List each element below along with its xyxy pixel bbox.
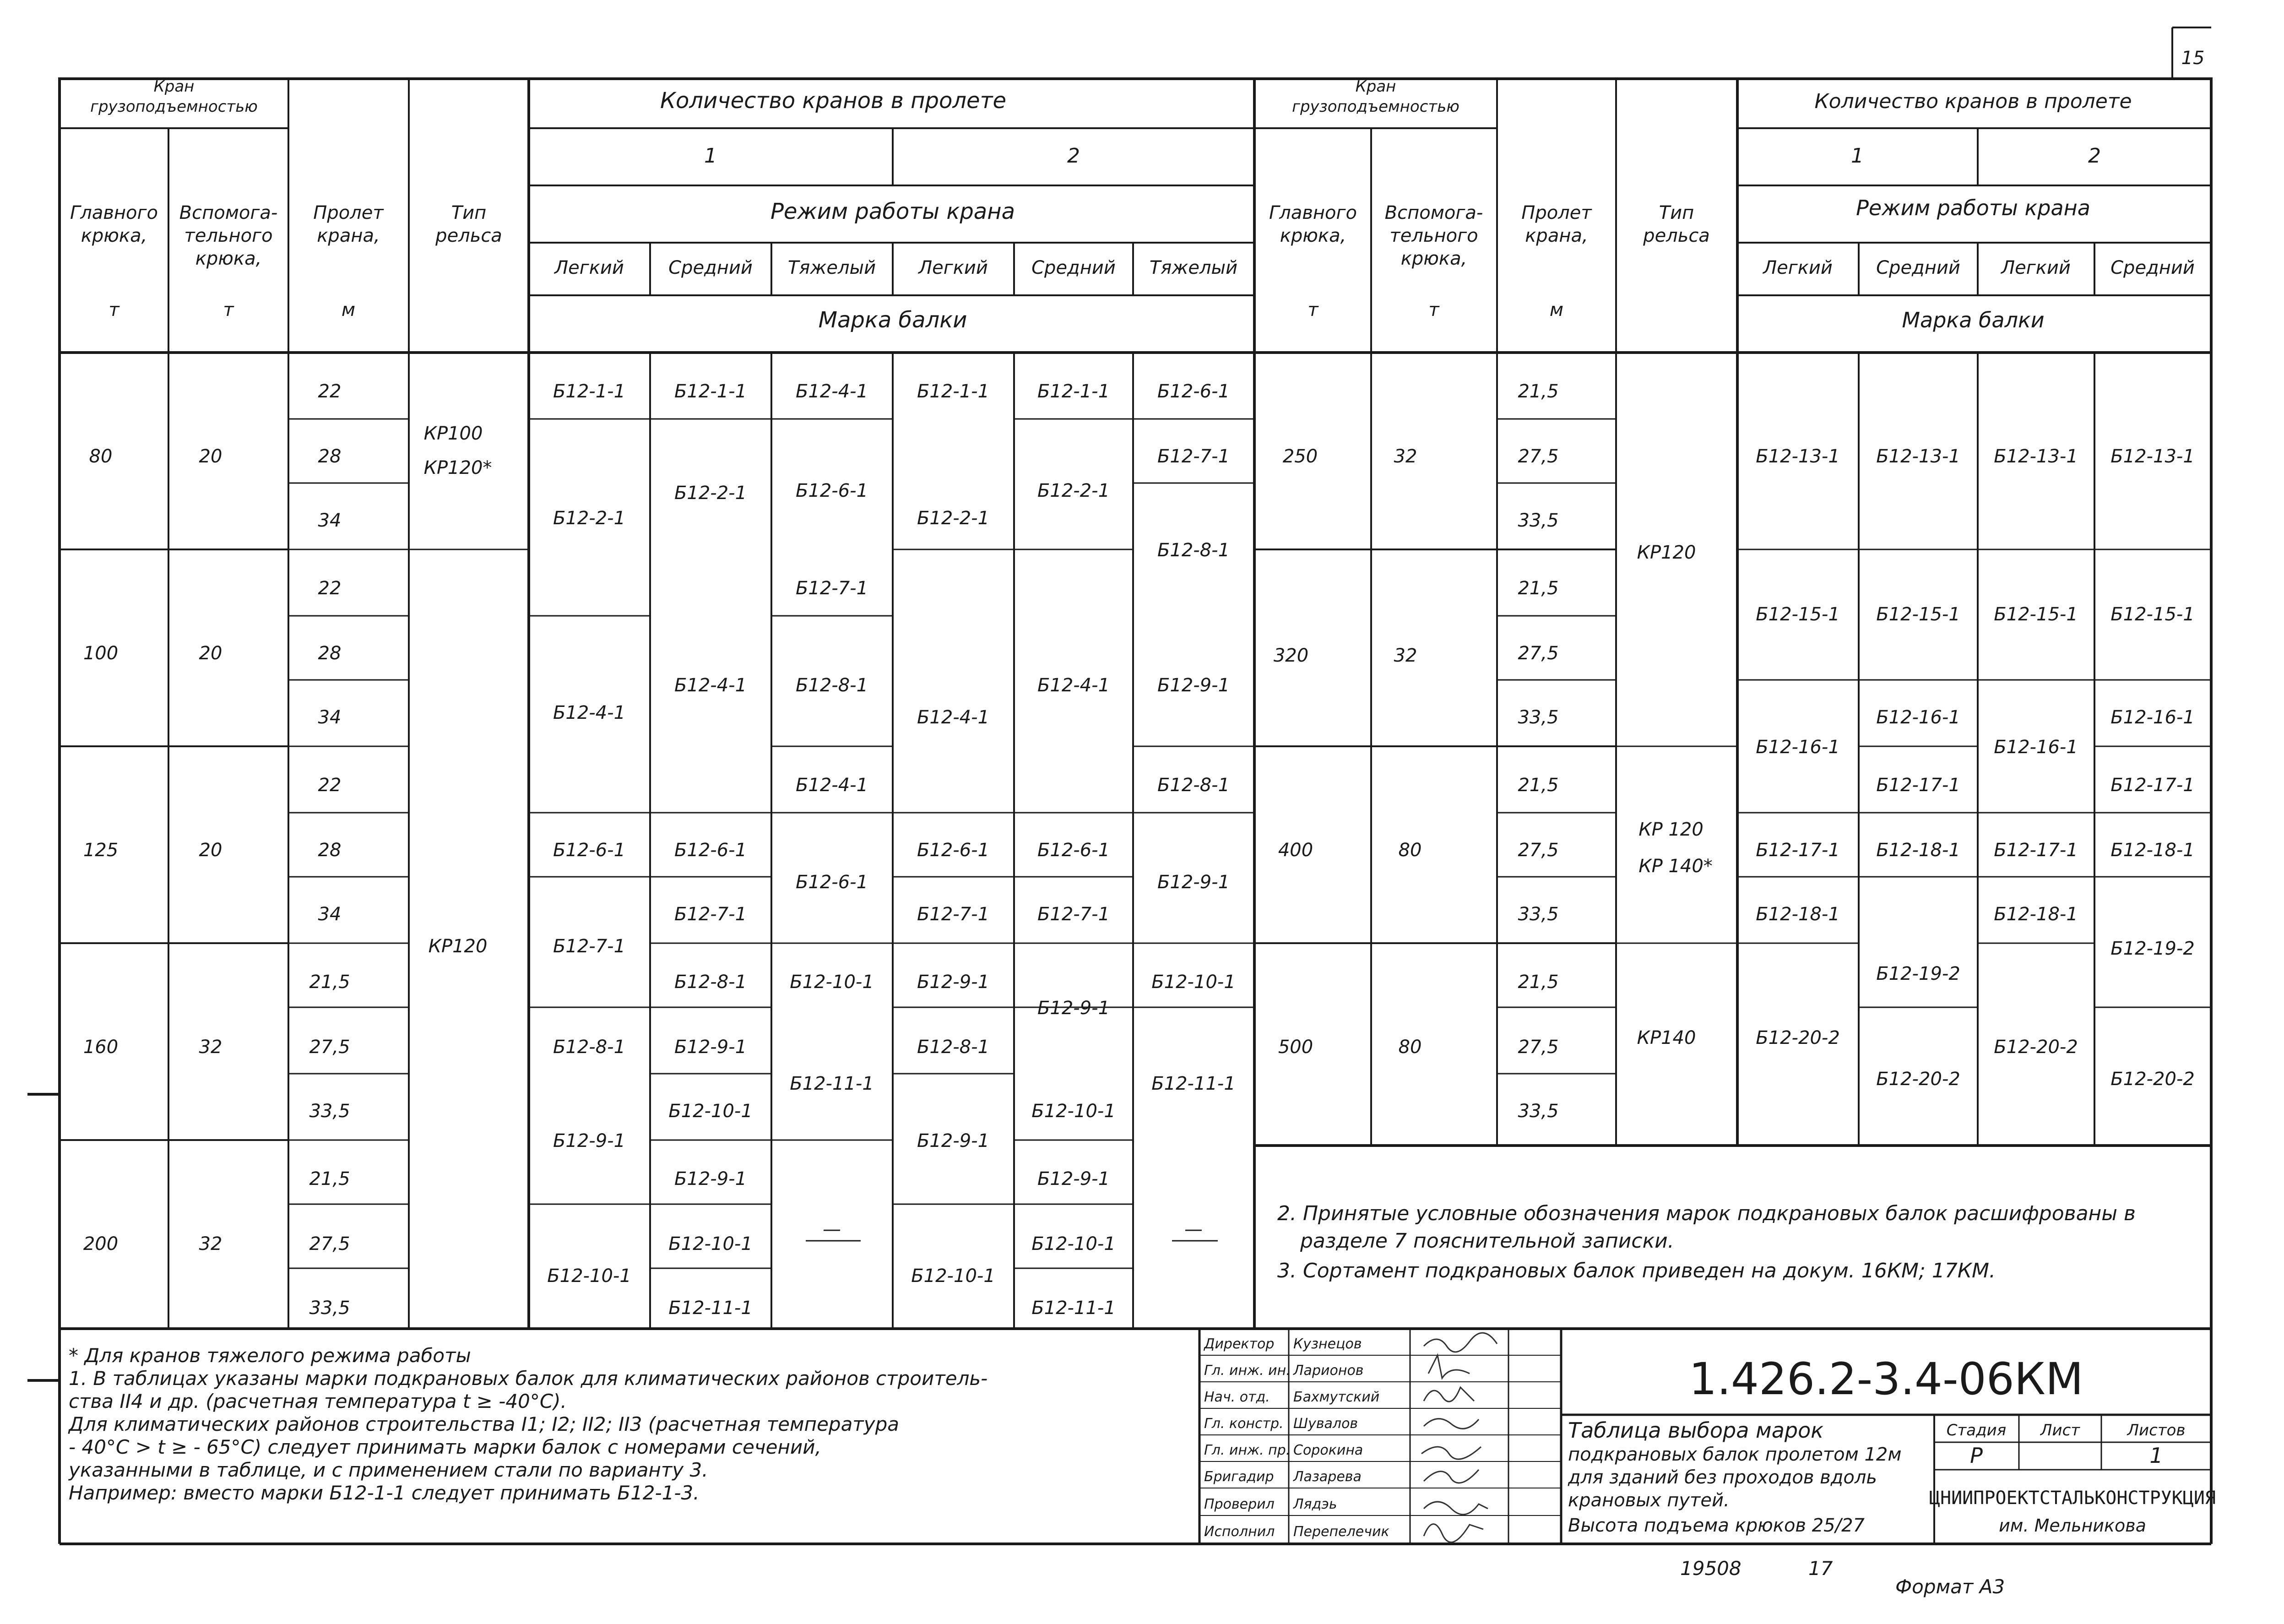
sig-role: Гл. констр. — [1204, 1416, 1284, 1432]
rt-g3-aux: 80 — [1398, 1037, 1422, 1058]
footnote-1-line2: ства II4 и др. (расчетная температура t ≥ -40°С). — [69, 1390, 567, 1412]
rt-span: 33,5 — [1518, 510, 1559, 531]
rt-cell: Б12-18-1 — [1994, 904, 2078, 925]
doc-title-line5: Высота подъема крюков 25/27 — [1568, 1515, 1865, 1536]
lt-cell: Б12-8-1 — [674, 972, 747, 993]
lt-span: 21,5 — [309, 972, 350, 993]
rt-hdr-aux-3: крюка, — [1400, 248, 1467, 269]
lt-mode-6: Тяжелый — [1149, 257, 1238, 278]
lt-cell: Б12-9-1 — [553, 1130, 626, 1151]
rt-cell: Б12-17-1 — [1756, 840, 1840, 861]
lt-cell: Б12-6-1 — [1157, 381, 1230, 402]
lt-cell: Б12-4-1 — [917, 707, 990, 728]
sig-name: Бахмутский — [1293, 1389, 1380, 1405]
lt-cell: Б12-2-1 — [917, 508, 990, 529]
lt-span: 28 — [318, 643, 342, 664]
rt-hdr-aux-2: тельного — [1389, 225, 1478, 246]
bottom-marks — [1680, 1557, 2005, 1598]
lt-cell: Б12-10-1 — [1151, 972, 1236, 993]
rt-cell: Б12-16-1 — [1876, 707, 1960, 728]
rt-g3-main: 500 — [1278, 1037, 1313, 1058]
rt-cell: Б12-17-1 — [1994, 840, 2078, 861]
rt-cell: Б12-13-1 — [1994, 446, 2078, 467]
format-label: Формат А3 — [1895, 1575, 2005, 1598]
rt-cell: Б12-20-2 — [1876, 1069, 1960, 1090]
lt-cell: — — [1184, 1219, 1203, 1240]
rt-span: 21,5 — [1518, 578, 1559, 599]
sig-name: Перепелечик — [1293, 1524, 1389, 1540]
left-table-body — [83, 381, 1236, 1319]
lt-cell: Б12-7-1 — [553, 936, 626, 957]
lt-hdr-main-2: крюка, — [81, 225, 147, 246]
note-2-line1: 2. Принятые условные обозначения марок подкрановых балок расшифрованы в — [1277, 1202, 2136, 1225]
lt-cell: Б12-9-1 — [674, 1037, 747, 1058]
lt-cell: Б12-10-1 — [1031, 1101, 1116, 1122]
bottom-num-1: 19508 — [1680, 1557, 1741, 1580]
lt-cell: Б12-2-1 — [674, 483, 747, 504]
rt-cell: Б12-20-2 — [2110, 1069, 2195, 1090]
lt-g3-main: 160 — [83, 1037, 119, 1058]
lt-cell: Б12-9-1 — [1157, 675, 1230, 696]
lt-span: 21,5 — [309, 1168, 350, 1189]
lt-cell: Б12-8-1 — [1157, 540, 1230, 561]
lt-cell: Б12-9-1 — [1157, 872, 1230, 893]
lt-g0-main: 80 — [89, 446, 113, 467]
lt-cell: Б12-11-1 — [668, 1298, 753, 1319]
lt-hdr-span-3: м — [341, 299, 356, 320]
rt-g1-main: 320 — [1273, 645, 1309, 666]
lt-g1-main: 100 — [83, 643, 119, 664]
lt-rail-c: КР120 — [428, 936, 488, 957]
right-table-header — [1269, 77, 2195, 332]
lt-cell: Б12-11-1 — [1031, 1298, 1116, 1319]
rt-hdr-rail-1: Тип — [1659, 202, 1694, 223]
org-name: ЦНИИПРОЕКТСТАЛЬКОНСТРУКЦИЯ — [1929, 1488, 2216, 1509]
rt-hdr-aux-1: Вспомога- — [1384, 202, 1483, 223]
lt-hdr-rail-2: рельса — [435, 225, 502, 246]
rt-mode-3: Легкий — [2001, 257, 2071, 278]
lt-cell: Б12-9-1 — [917, 1130, 990, 1151]
rt-rail-d: КР140 — [1637, 1027, 1696, 1048]
lt-span: 22 — [318, 381, 342, 402]
lt-span: 27,5 — [309, 1233, 350, 1255]
rt-hdr-crane: Кран — [1355, 77, 1396, 96]
lt-mode-2: Средний — [668, 257, 753, 278]
lt-cell: Б12-1-1 — [553, 381, 626, 402]
lt-cell: Б12-9-1 — [1037, 1168, 1110, 1189]
rt-g1-aux: 32 — [1394, 645, 1417, 666]
rt-hdr-main-3: т — [1307, 299, 1318, 320]
rt-hdr-main-1: Главного — [1269, 202, 1357, 223]
rt-cell: Б12-16-1 — [1994, 737, 2078, 758]
rt-rail-a: КР120 — [1637, 542, 1696, 563]
sheets-label: Листов — [2127, 1421, 2186, 1439]
rt-hdr-rail-2: рельса — [1643, 225, 1710, 246]
lt-rail-b: КР120* — [423, 457, 492, 478]
lt-cell: Б12-4-1 — [1037, 675, 1110, 696]
lt-hdr-capacity: грузоподъемностью — [90, 98, 258, 116]
lt-g4-aux: 32 — [199, 1233, 222, 1255]
lt-cell: Б12-1-1 — [917, 381, 990, 402]
lt-cell: Б12-10-1 — [547, 1266, 631, 1287]
lt-rail-a: КР100 — [423, 423, 483, 444]
rt-count-2: 2 — [2088, 144, 2101, 168]
lt-count-1: 1 — [704, 144, 717, 168]
lt-cell: — — [823, 1219, 841, 1240]
lt-span: 34 — [318, 904, 342, 925]
bottom-num-2: 17 — [1808, 1557, 1833, 1580]
doc-title-line1: Таблица выбора марок — [1568, 1418, 1824, 1443]
note-3: 3. Сортамент подкрановых балок приведен на докум. 16КМ; 17КМ. — [1277, 1259, 1996, 1282]
sig-name: Сорокина — [1293, 1442, 1363, 1458]
lt-cell: Б12-6-1 — [795, 480, 868, 501]
sig-name: Лазарева — [1293, 1469, 1362, 1485]
lt-mode-4: Легкий — [918, 257, 988, 278]
lt-cell: Б12-7-1 — [917, 904, 990, 925]
rt-g2-main: 400 — [1278, 840, 1313, 861]
rt-mode-1: Легкий — [1763, 257, 1833, 278]
footnote-1-line3: Для климатических районов строительства I1; I2; II2; II3 (расчетная температура — [69, 1413, 900, 1435]
rt-span: 33,5 — [1518, 904, 1559, 925]
rt-cell: Б12-19-2 — [2110, 938, 2195, 959]
rt-cell: Б12-16-1 — [1756, 737, 1840, 758]
doc-title — [1568, 1418, 1902, 1536]
lt-g4-main: 200 — [83, 1233, 119, 1255]
sig-name: Кузнецов — [1293, 1336, 1362, 1352]
sig-name: Ларионов — [1293, 1363, 1364, 1379]
rt-cell: Б12-16-1 — [2110, 707, 2195, 728]
lt-hdr-aux-1: Вспомога- — [179, 202, 278, 223]
signature-scribbles — [1421, 1333, 1497, 1542]
rt-span: 27,5 — [1518, 446, 1559, 467]
lt-hdr-rail-1: Тип — [451, 202, 487, 223]
lt-hdr-main-3: т — [109, 299, 119, 320]
lt-cell: Б12-4-1 — [674, 675, 747, 696]
lt-span: 28 — [318, 840, 342, 861]
rt-hdr-span-2: крана, — [1525, 225, 1588, 246]
rt-g2-aux: 80 — [1398, 840, 1422, 861]
sheet-label: Лист — [2040, 1421, 2080, 1439]
lt-span: 22 — [318, 578, 342, 599]
lt-cell: Б12-11-1 — [1151, 1073, 1236, 1094]
rt-span: 27,5 — [1518, 840, 1559, 861]
lt-hdr-crane: Кран — [153, 77, 195, 96]
lt-span: 28 — [318, 446, 342, 467]
sig-role: Бригадир — [1204, 1469, 1274, 1485]
rt-cell: Б12-15-1 — [1994, 604, 2078, 625]
footnote-1-line1: 1. В таблицах указаны марки подкрановых балок для климатических районов строитель- — [69, 1367, 988, 1390]
lt-cell: Б12-6-1 — [1037, 840, 1110, 861]
rt-cell: Б12-17-1 — [2110, 775, 2195, 796]
lt-cell: Б12-1-1 — [674, 381, 747, 402]
doc-title-line4: крановых путей. — [1568, 1490, 1730, 1511]
lt-cell: Б12-4-1 — [553, 702, 626, 723]
lt-cell: Б12-6-1 — [674, 840, 747, 861]
lt-span: 34 — [318, 510, 342, 531]
rt-hdr-mark: Марка балки — [1902, 308, 2045, 332]
lt-cell: Б12-2-1 — [553, 508, 626, 529]
footnote-1-line6: Например: вместо марки Б12-1-1 следует принимать Б12-1-3. — [69, 1482, 700, 1504]
rt-cell: Б12-13-1 — [1756, 446, 1840, 467]
rt-cell: Б12-18-1 — [2110, 840, 2195, 861]
lt-hdr-mode: Режим работы крана — [770, 199, 1015, 224]
lt-cell: Б12-9-1 — [1037, 998, 1110, 1019]
lt-hdr-main-1: Главного — [70, 202, 158, 223]
doc-code: 1.426.2-3.4-06КМ — [1689, 1353, 2083, 1405]
rt-g0-aux: 32 — [1394, 446, 1417, 467]
rt-cell: Б12-13-1 — [1876, 446, 1960, 467]
rt-cell: Б12-13-1 — [2110, 446, 2195, 467]
stage-value: Р — [1970, 1443, 1983, 1468]
rt-hdr-capacity: грузоподъемностью — [1292, 98, 1459, 116]
rt-span: 21,5 — [1518, 381, 1559, 402]
lt-cell: Б12-11-1 — [790, 1073, 874, 1094]
lt-hdr-span-1: Пролет — [313, 202, 384, 223]
lt-cell: Б12-9-1 — [917, 972, 990, 993]
lt-cell: Б12-6-1 — [795, 872, 868, 893]
lt-cell: Б12-7-1 — [674, 904, 747, 925]
lt-hdr-mark: Марка балки — [818, 307, 967, 333]
lt-cell: Б12-8-1 — [917, 1037, 990, 1058]
sig-role: Директор — [1204, 1336, 1275, 1352]
lt-mode-1: Легкий — [554, 257, 624, 278]
lt-hdr-span-2: крана, — [317, 225, 380, 246]
footnote-1-line5: указанными в таблице, и с применением стали по варианту 3. — [69, 1459, 708, 1481]
rt-hdr-count: Количество кранов в пролете — [1814, 90, 2132, 113]
lt-cell: Б12-4-1 — [795, 775, 868, 796]
rt-rail-c: КР 140* — [1638, 856, 1713, 877]
lt-cell: Б12-2-1 — [1037, 480, 1110, 501]
lt-span: 22 — [318, 775, 342, 796]
doc-title-line3: для зданий без проходов вдоль — [1568, 1467, 1877, 1488]
title-block — [1568, 1353, 2216, 1536]
lt-cell: Б12-6-1 — [917, 840, 990, 861]
lt-cell: Б12-7-1 — [1037, 904, 1110, 925]
rt-hdr-mode: Режим работы крана — [1856, 196, 2090, 220]
sig-role: Проверил — [1204, 1496, 1275, 1512]
rt-hdr-main-2: крюка, — [1280, 225, 1346, 246]
sig-role: Гл. инж. ин. — [1204, 1363, 1291, 1379]
lt-mode-5: Средний — [1031, 257, 1116, 278]
lt-span: 33,5 — [309, 1298, 350, 1319]
sig-role: Гл. инж. пр. — [1204, 1442, 1291, 1458]
rt-cell: Б12-15-1 — [1756, 604, 1840, 625]
lt-span: 33,5 — [309, 1101, 350, 1122]
rt-span: 27,5 — [1518, 1037, 1559, 1058]
lt-cell: Б12-6-1 — [553, 840, 626, 861]
lt-hdr-aux-3: крюка, — [195, 248, 262, 269]
lt-cell: Б12-7-1 — [1157, 446, 1230, 467]
lt-g0-aux: 20 — [199, 446, 222, 467]
lt-hdr-aux-2: тельного — [184, 225, 273, 246]
rt-hdr-span-3: м — [1549, 299, 1564, 320]
lt-g3-aux: 32 — [199, 1037, 222, 1058]
right-notes — [1277, 1202, 2136, 1282]
rt-hdr-aux-4: т — [1428, 299, 1439, 320]
note-2-line2: разделе 7 пояснительной записки. — [1300, 1229, 1674, 1253]
lt-cell: Б12-8-1 — [553, 1037, 626, 1058]
rt-cell: Б12-15-1 — [1876, 604, 1960, 625]
rt-count-1: 1 — [1851, 144, 1864, 168]
rt-span: 27,5 — [1518, 643, 1559, 664]
corner-mark: 15 — [2181, 48, 2205, 69]
lt-cell: Б12-9-1 — [674, 1168, 747, 1189]
lt-g2-aux: 20 — [199, 840, 222, 861]
rt-span: 21,5 — [1518, 775, 1559, 796]
rt-cell: Б12-18-1 — [1756, 904, 1840, 925]
lt-mode-3: Тяжелый — [787, 257, 876, 278]
lt-cell: Б12-10-1 — [911, 1266, 995, 1287]
left-notes — [68, 1344, 987, 1504]
lt-hdr-count: Количество кранов в пролете — [660, 88, 1007, 114]
lt-g1-aux: 20 — [199, 643, 222, 664]
lt-cell: Б12-10-1 — [1031, 1233, 1116, 1255]
sig-role: Нач. отд. — [1204, 1389, 1270, 1405]
rt-hdr-span-1: Пролет — [1521, 202, 1592, 223]
sig-name: Лядэь — [1293, 1496, 1337, 1512]
lt-span: 34 — [318, 707, 342, 728]
signature-table — [1203, 1336, 1389, 1540]
stage-block — [1947, 1421, 2186, 1468]
lt-cell: Б12-10-1 — [668, 1101, 753, 1122]
stage-label: Стадия — [1946, 1421, 2007, 1439]
lt-cell: Б12-1-1 — [1037, 381, 1110, 402]
sig-name: Шувалов — [1293, 1416, 1358, 1432]
rt-cell: Б12-20-2 — [1994, 1037, 2078, 1058]
rt-rail-b: КР 120 — [1638, 819, 1704, 840]
rt-span: 33,5 — [1518, 707, 1559, 728]
rt-span: 33,5 — [1518, 1101, 1559, 1122]
lt-g2-main: 125 — [83, 840, 119, 861]
lt-cell: Б12-8-1 — [1157, 775, 1230, 796]
lt-cell: Б12-10-1 — [790, 972, 874, 993]
rt-cell: Б12-15-1 — [2110, 604, 2195, 625]
sig-role: Исполнил — [1204, 1524, 1275, 1540]
rt-cell: Б12-19-2 — [1876, 963, 1960, 984]
rt-g0-main: 250 — [1282, 446, 1318, 467]
rt-span: 21,5 — [1518, 972, 1559, 993]
rt-mode-4: Средний — [2110, 257, 2195, 278]
rt-cell: Б12-18-1 — [1876, 840, 1960, 861]
lt-span: 27,5 — [309, 1037, 350, 1058]
lt-cell: Б12-8-1 — [795, 675, 868, 696]
lt-cell: Б12-10-1 — [668, 1233, 753, 1255]
lt-cell: Б12-7-1 — [795, 578, 868, 599]
org-subtitle: им. Мельникова — [1999, 1515, 2146, 1536]
lt-hdr-aux-4: т — [223, 299, 234, 320]
right-table-body — [1274, 381, 2195, 1122]
footnote-1-line4: - 40°С > t ≥ - 65°С) следует принимать марки балок с номерами сечений, — [69, 1436, 821, 1458]
doc-title-line2: подкрановых балок пролетом 12м — [1568, 1444, 1902, 1465]
rt-mode-2: Средний — [1876, 257, 1960, 278]
sheets-value: 1 — [2149, 1443, 2163, 1468]
rt-cell: Б12-17-1 — [1876, 775, 1960, 796]
lt-count-2: 2 — [1067, 144, 1080, 168]
rt-cell: Б12-20-2 — [1756, 1027, 1840, 1048]
lt-cell: Б12-4-1 — [795, 381, 868, 402]
footnote-star: * Для кранов тяжелого режима работы — [69, 1344, 471, 1367]
